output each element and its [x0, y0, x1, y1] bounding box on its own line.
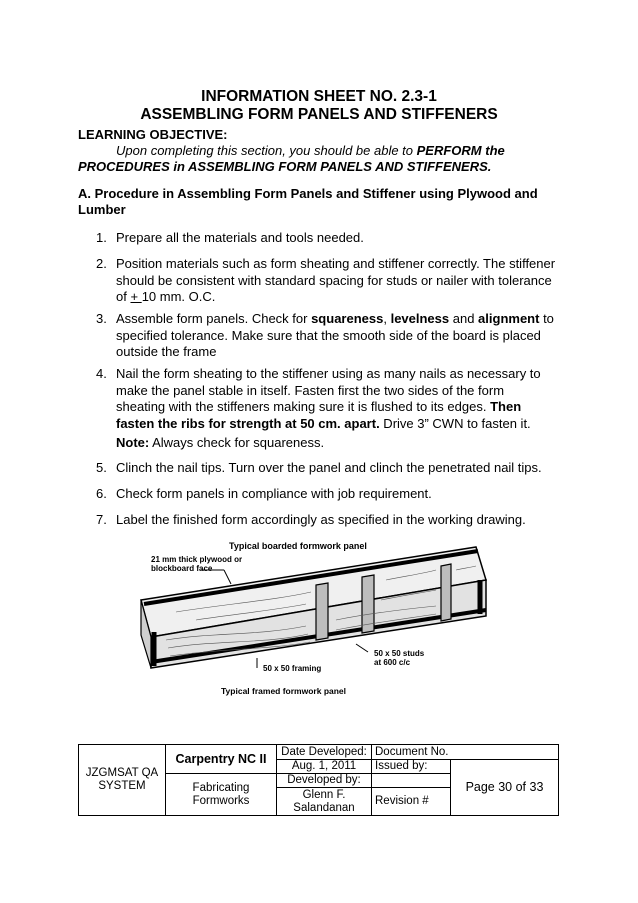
footer-dev-value: Glenn F. Salandanan: [277, 788, 372, 816]
step-text: [116, 256, 556, 306]
step-text-b: to specified tolerance. Make sure that the smooth side of the board is placed outside the frame: [116, 311, 554, 359]
label-framing: 50 x 50 framing: [263, 664, 322, 673]
footer-issued-value: [372, 774, 451, 788]
learning-objective-text: [78, 143, 558, 175]
footer-dev-label: Developed by:: [277, 774, 372, 788]
footer-issued-label: Issued by:: [372, 760, 451, 774]
step-text: Check form panels in compliance with job requirement.: [116, 486, 432, 501]
note-text: Always check for squareness.: [149, 435, 325, 450]
step-number: 4.: [96, 366, 107, 381]
step-number: 1.: [96, 230, 107, 245]
step-text-a: Assemble form panels. Check for: [116, 311, 312, 326]
step-6: [96, 486, 556, 503]
step-text: [116, 366, 556, 432]
learning-objective-heading: LEARNING OBJECTIVE:: [78, 127, 228, 142]
step-text: Clinch the nail tips. Turn over the panel and clinch the penetrated nail tips.: [116, 460, 542, 475]
step-text-b: Drive 3” CWN to fasten it.: [379, 415, 531, 431]
sheet-subtitle: ASSEMBLING FORM PANELS AND STIFFENERS: [140, 106, 498, 123]
step-3: [96, 311, 556, 361]
figure-top-caption: Typical boarded formwork panel: [229, 541, 367, 551]
document-footer-table: [78, 744, 559, 816]
step-text: Prepare all the materials and tools needed.: [116, 230, 364, 245]
objective-plain: Upon completing this section, you should be able to: [116, 143, 417, 158]
separator: ,: [383, 311, 391, 326]
footer-module: Fabricating Formworks: [166, 774, 277, 816]
sheet-title: INFORMATION SHEET NO. 2.3-1: [201, 88, 437, 105]
footer-date-label: Date Developed:: [277, 745, 372, 760]
note-label: Note:: [116, 435, 150, 450]
footer-course: Carpentry NC II: [166, 745, 277, 774]
step-number: 5.: [96, 460, 107, 475]
step-text: Label the finished form accordingly as specified in the working drawing.: [116, 512, 526, 527]
figure-bottom-caption: Typical framed formwork panel: [221, 686, 347, 696]
step-text-a: Position materials such as form sheating and stiffener correctly. The stiffener should be consistent with standard spacing for studs or nailer with tolerance of: [116, 256, 556, 304]
footer-page: Page 30 of 33: [451, 760, 559, 816]
objective-bold: PERFORM the PROCEDURES in ASSEMBLING FORM PANELS AND STIFFENERS.: [78, 143, 505, 174]
step-7: [96, 512, 556, 529]
step-number: 2.: [96, 256, 107, 271]
step-text: [116, 311, 556, 361]
step-number: 7.: [96, 512, 107, 527]
step-2: [96, 256, 556, 306]
tolerance-symbol: +: [130, 289, 142, 304]
step-number: 3.: [96, 311, 107, 326]
footer-org: JZGMSAT QA SYSTEM: [79, 745, 166, 816]
label-studs-line1: 50 x 50 studs: [374, 649, 425, 658]
label-studs-line2: at 600 c/c: [374, 658, 411, 667]
footer-date-value: Aug. 1, 2011: [277, 760, 372, 774]
keyword-levelness: levelness: [390, 311, 450, 326]
label-face-line1: 21 mm thick plywood or: [151, 555, 243, 564]
step-4: [96, 366, 556, 432]
formwork-panel-figure: [136, 540, 516, 700]
label-face-line2: blockboard face: [151, 564, 213, 573]
note: [116, 435, 324, 450]
keyword-alignment: alignment: [478, 311, 540, 326]
section-a-heading: A. Procedure in Assembling Form Panels and Stiffener using Plywood and Lumber: [78, 186, 538, 217]
step-text-b: 10 mm. O.C.: [141, 289, 216, 304]
footer-doc-label: Document No.: [372, 745, 559, 760]
step-bold: Then fasten the ribs for strength at 50 cm. apart.: [116, 399, 522, 431]
separator: and: [449, 311, 479, 326]
step-5: [96, 460, 556, 477]
step-1: [96, 230, 556, 247]
keyword-squareness: squareness: [311, 311, 384, 326]
footer-rev-label: Revision #: [372, 788, 451, 816]
step-number: 6.: [96, 486, 107, 501]
step-text-a: Nail the form sheating to the stiffener using as many nails as necessary to make the panel stable in itself. Fasten first the two sides of the form sheating with the stiffeners making sure it is flushed to its edges.: [116, 366, 541, 414]
